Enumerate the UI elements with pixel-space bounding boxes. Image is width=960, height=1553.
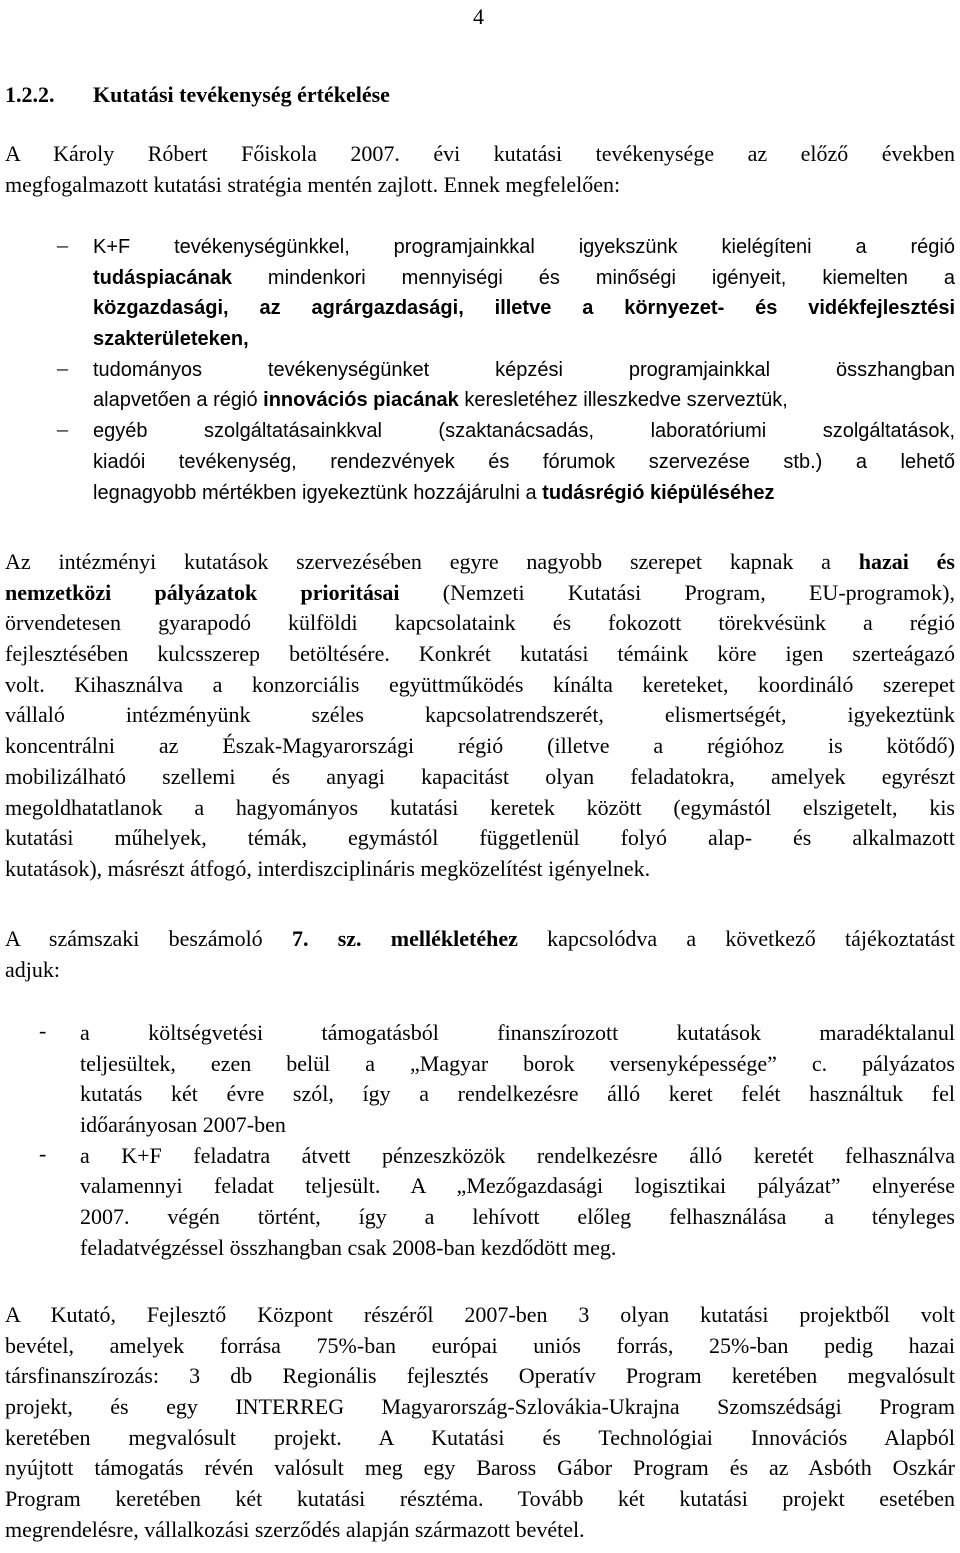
section-number: 1.2.2. <box>5 82 55 107</box>
text-line: kutatások), másrészt átfogó, interdiszciplináris megközelítést igényelnek. <box>5 855 651 881</box>
text-line <box>93 263 955 294</box>
text-line <box>93 293 955 324</box>
text-line: valamennyi feladat teljesült. A „Mezőgazdasági logisztikai pályázat” elnyerése <box>80 1173 955 1199</box>
intro-paragraph <box>5 139 955 200</box>
text-line: teljesültek, ezen belül a „Magyar borok versenyképessége” c. pályázatos <box>80 1050 955 1076</box>
text-line <box>5 578 955 609</box>
text-line <box>93 478 955 509</box>
dash-list-item <box>5 416 955 508</box>
text-run: kapcsolódva a következő tájékoztatást <box>517 926 955 951</box>
text-line: a K+F feladatra átvett pénzeszközök rendelkezésre álló keretét felhasználva <box>80 1142 955 1168</box>
text-line: egyéb szolgáltatásainkkval (szaktanácsadás, laboratóriumi szolgáltatások, <box>93 420 955 443</box>
emphasis: hazai és <box>858 549 955 574</box>
text-line: projekt, és egy INTERREG Magyarország-Szlovákia-Ukrajna Szomszédsági Program <box>5 1394 955 1420</box>
text-line: örvendetesen gyarapodó külföldi kapcsolataink és fokozott törekvésünk a régió <box>5 610 955 636</box>
text-line: adjuk: <box>5 956 60 982</box>
text-line <box>5 547 955 578</box>
text-line: A Károly Róbert Főiskola 2007. évi kutatási tevékenysége az előző években <box>5 141 955 166</box>
dash-list-item <box>5 232 955 355</box>
text-line: kutatás két évre szól, így a rendelkezésre álló keret felét használtuk fel <box>80 1081 955 1107</box>
dash-list-item <box>5 355 955 416</box>
dash-marker: – <box>57 232 68 257</box>
text-line: megoldhatatlanok a hagyományos kutatási keretek között (egymástól elszigetelt, kis <box>5 794 955 820</box>
text-run: (Nemzeti Kutatási Program, EU-programok), <box>399 579 955 605</box>
text-run: mindenkori mennyiségi és minőségi igényeit, kiemelten a <box>231 266 955 289</box>
text-line: kutatási műhelyek, témák, egymástól függetlenül folyó alap- és alkalmazott <box>5 825 955 851</box>
text-line: kiadói tevékenység, rendezvények és fórumok szervezése stb.) a lehető <box>93 450 955 473</box>
dash-marker: – <box>57 354 68 380</box>
emphasis: 7. sz. mellékletéhez <box>291 926 518 951</box>
text-line: megrendelésre, vállalkozási szerződés alapján származott bevétel. <box>5 1516 585 1542</box>
body-paragraph <box>5 547 955 885</box>
text-line: tudományos tevékenységünket képzési programjainkkal összhangban <box>93 358 955 381</box>
text-line: fejlesztésében kulcsszerep betöltésére. Konkrét kutatási témáink köre igen szerteágazó <box>5 641 955 667</box>
dash-marker: – <box>57 416 68 442</box>
hyphen-marker: - <box>39 1140 47 1166</box>
hyphen-list-item <box>5 1018 955 1141</box>
emphasis: szakterületeken, <box>93 328 249 351</box>
page-number: 4 <box>473 4 484 29</box>
emphasis: tudásrégió kiépüléséhez <box>542 481 775 504</box>
text-line: bevétel, amelyek forrása 75%-ban európai uniós forrás, 25%-ban pedig hazai <box>5 1332 955 1358</box>
text-line: 2007. végén történt, így a lehívott előleg felhasználása a tényleges <box>80 1204 955 1230</box>
text-line: vállaló intézményünk széles kapcsolatrendszerét, elismertségét, igyekeztünk <box>5 702 955 728</box>
text-line: volt. Kihasználva a konzorciális együttműködés kínálta kereteket, koordináló szerepet <box>5 671 955 697</box>
emphasis: innovációs piacának <box>263 389 459 412</box>
text-line: társfinanszírozás: 3 db Regionális fejlesztés Operatív Program keretében megvalósult <box>5 1363 955 1389</box>
text-run: legnagyobb mértékben igyekeztünk hozzájárulni a <box>93 481 543 504</box>
text-line <box>93 385 955 416</box>
text-run: keresletéhez illeszkedve szerveztük, <box>458 389 788 412</box>
text-line: nyújtott támogatás révén valósult meg egy Baross Gábor Program és az Asbóth Oszkár <box>5 1455 955 1481</box>
section-heading <box>5 80 390 110</box>
hyphen-marker: - <box>39 1018 47 1043</box>
dash-list <box>5 232 955 508</box>
text-line: A Kutató, Fejlesztő Központ részéről 2007-ben 3 olyan kutatási projektből volt <box>5 1302 955 1327</box>
text-line: K+F tevékenységünkkel, programjainkkal igyekszünk kielégíteni a régió <box>93 236 955 258</box>
text-line: keretében megvalósult projekt. A Kutatási és Technológiai Innovációs Alapból <box>5 1424 955 1450</box>
text-run: A számszaki beszámoló <box>5 926 292 951</box>
text-line: megfogalmazott kutatási stratégia mentén zajlott. Ennek megfelelően: <box>5 171 621 197</box>
text-line <box>93 324 955 355</box>
emphasis: közgazdasági, az agrárgazdasági, illetve a környezet- és vidékfejlesztési <box>93 297 955 320</box>
body-paragraph <box>5 924 955 985</box>
hyphen-list-item <box>5 1141 955 1264</box>
text-run: alapvetően a régió <box>93 389 264 412</box>
text-line: a költségvetési támogatásból finanszírozott kutatások maradéktalanul <box>80 1020 955 1045</box>
text-line: Program keretében két kutatási résztéma. Tovább két kutatási projekt esetében <box>5 1486 955 1512</box>
text-run: Az intézményi kutatások szervezésében egyre nagyobb szerepet kapnak a <box>5 549 859 574</box>
emphasis: tudáspiacának <box>93 266 232 289</box>
text-line: időarányosan 2007-ben <box>80 1112 286 1138</box>
text-line <box>5 924 955 955</box>
text-line: koncentrálni az Észak-Magyarországi régió (illetve a régióhoz is kötődő) <box>5 733 955 759</box>
section-title: Kutatási tevékenység értékelése <box>93 82 390 107</box>
body-paragraph <box>5 1300 955 1546</box>
emphasis: nemzetközi pályázatok prioritásai <box>5 579 400 605</box>
hyphen-list <box>5 1018 955 1264</box>
text-line: feladatvégzéssel összhangban csak 2008-ban kezdődött meg. <box>80 1234 617 1260</box>
text-line: mobilizálható szellemi és anyagi kapacitást olyan feladatokra, amelyek egyrészt <box>5 763 955 789</box>
